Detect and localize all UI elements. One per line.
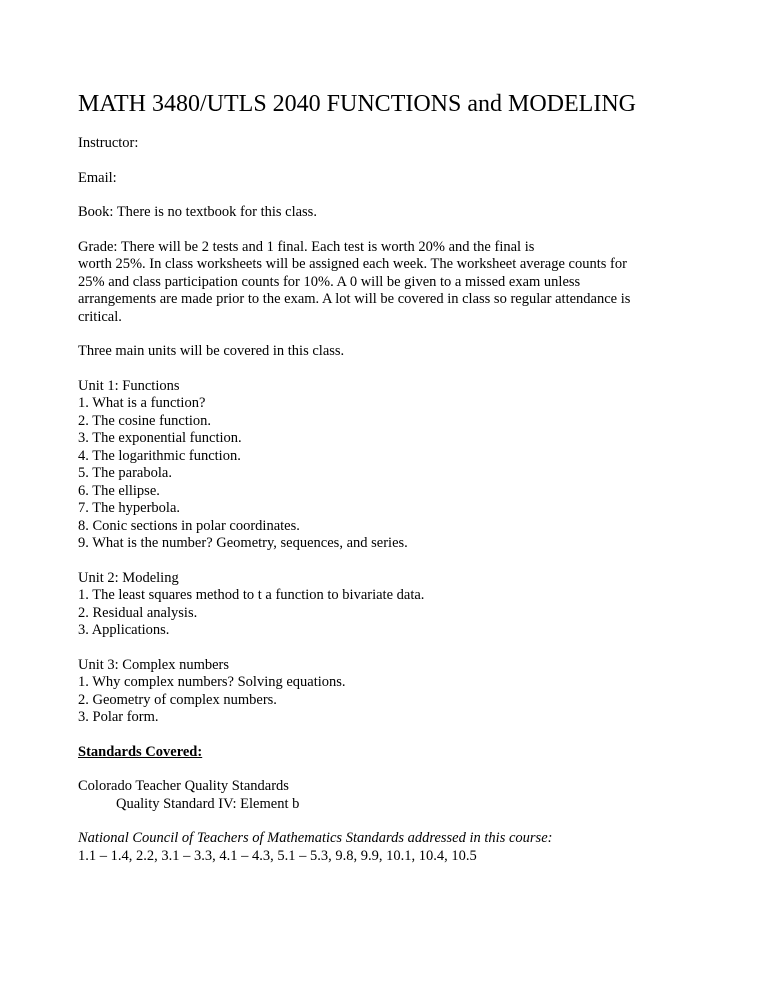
- grade-line: Grade: There will be 2 tests and 1 final. Each test is worth 20% and the final is: [78, 238, 535, 255]
- list-item: 1. What is a function?: [78, 395, 206, 411]
- list-item: 6. The ellipse.: [78, 482, 160, 499]
- grade-line: 25% and class participation counts for 10%. A 0 will be given to a missed exam unless: [78, 273, 581, 290]
- list-item: 2. The cosine function.: [78, 412, 212, 429]
- email-label: Email:: [78, 169, 117, 186]
- nctm-standards-heading: National Council of Teachers of Mathematics Standards addressed in this course:: [78, 830, 553, 846]
- list-item: 2. Geometry of complex numbers.: [78, 691, 277, 708]
- colorado-standards-element: Quality Standard IV: Element b: [116, 795, 300, 812]
- list-item: 9. What is the number? Geometry, sequences, and series.: [78, 535, 408, 551]
- units-intro: Three main units will be covered in this class.: [78, 343, 345, 359]
- list-item: 3. The exponential function.: [78, 430, 242, 446]
- list-item: 2. Residual analysis.: [78, 604, 198, 621]
- unit-2-block: [78, 570, 698, 640]
- list-item: 4. The logarithmic function.: [78, 447, 241, 464]
- standards-heading: Standards Covered:: [78, 743, 203, 760]
- document-page: [78, 90, 698, 882]
- list-item: 1. Why complex numbers? Solving equations.: [78, 674, 346, 690]
- instructor-label: Instructor:: [78, 135, 139, 151]
- unit-3-block: [78, 657, 698, 727]
- colorado-standards-title: Colorado Teacher Quality Standards: [78, 778, 289, 794]
- list-item: 5. The parabola.: [78, 465, 172, 481]
- page-title: MATH 3480/UTLS 2040 FUNCTIONS and MODELING: [78, 91, 636, 117]
- book-info: Book: There is no textbook for this class.: [78, 204, 317, 220]
- unit-1-heading: Unit 1: Functions: [78, 377, 180, 394]
- list-item: 8. Conic sections in polar coordinates.: [78, 517, 300, 534]
- colorado-standards: [78, 778, 698, 813]
- unit-2-heading: Unit 2: Modeling: [78, 569, 179, 586]
- nctm-standards: [78, 830, 698, 865]
- grade-policy: [78, 239, 698, 327]
- grade-line: critical.: [78, 308, 122, 325]
- grade-line: worth 25%. In class worksheets will be assigned each week. The worksheet average counts for: [78, 256, 627, 272]
- unit-3-heading: Unit 3: Complex numbers: [78, 656, 230, 673]
- list-item: 1. The least squares method to t a function to bivariate data.: [78, 587, 425, 603]
- grade-line: arrangements are made prior to the exam. A lot will be covered in class so regular attendance is: [78, 291, 631, 307]
- list-item: 7. The hyperbola.: [78, 500, 181, 516]
- unit-1-block: [78, 378, 698, 553]
- list-item: 3. Applications.: [78, 622, 170, 638]
- nctm-standards-list: 1.1 – 1.4, 2.2, 3.1 – 3.3, 4.1 – 4.3, 5.1 – 5.3, 9.8, 9.9, 10.1, 10.4, 10.5: [78, 847, 477, 864]
- list-item: 3. Polar form.: [78, 709, 159, 725]
